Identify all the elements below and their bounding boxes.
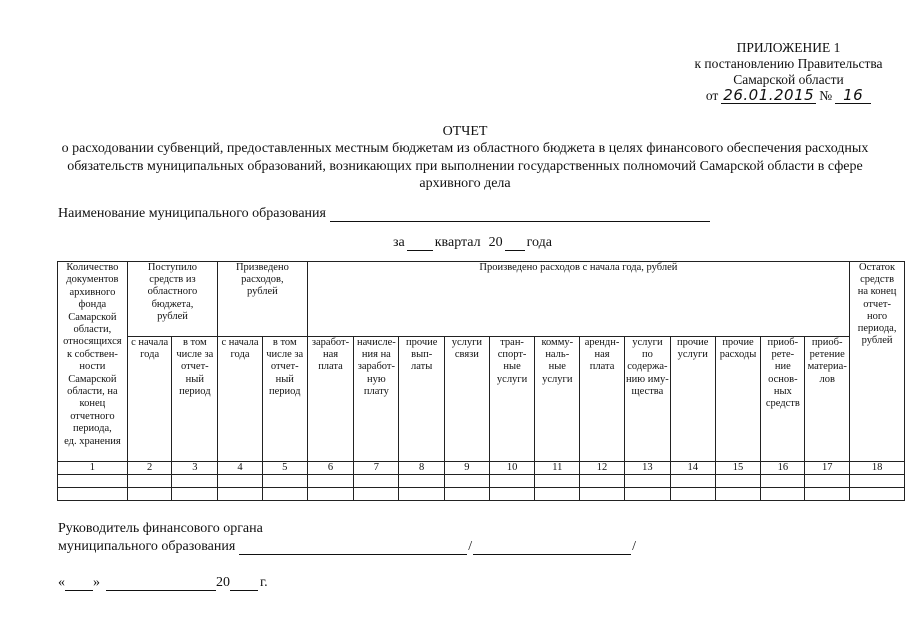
table-cell[interactable] <box>715 475 761 488</box>
column-numbers-row <box>58 462 905 475</box>
table-cell[interactable] <box>127 488 172 501</box>
header-spent: Призведено расходов, рублей <box>218 262 307 337</box>
appendix-block <box>676 40 901 104</box>
subheader-expense-11: комму- наль- ные услуги <box>535 337 580 462</box>
report-title: ОТЧЕТ <box>442 124 488 139</box>
table-cell[interactable] <box>172 475 218 488</box>
table-cell[interactable] <box>624 475 670 488</box>
municipality-label: Наименование муниципального образования <box>58 206 326 221</box>
table-cell[interactable] <box>399 488 445 501</box>
table-cell[interactable] <box>262 488 307 501</box>
table-cell[interactable] <box>670 475 715 488</box>
year-blank-field[interactable] <box>505 236 525 251</box>
slash-1: / <box>468 539 473 554</box>
report-subtitle: о расходовании субвенций, предоставленных местным бюджетам из областного бюджета в целях финансового обеспечения расходных обязательств муниципальных образований, возникающих при выполнении государственных полномочий Самарской области в сфере архивного дела <box>61 141 869 191</box>
table-cell[interactable] <box>307 488 354 501</box>
period-year-prefix: 20 <box>488 235 503 250</box>
table-row <box>58 475 905 488</box>
subheader-in-period-spent: в том числе за отчет- ный период <box>262 337 307 462</box>
column-number-cell: 11 <box>535 462 580 475</box>
table-cell[interactable] <box>580 475 625 488</box>
subheader-expense-14: прочие услуги <box>670 337 715 462</box>
subheader-expense-6: заработ- ная плата <box>307 337 354 462</box>
table-cell[interactable] <box>535 475 580 488</box>
date-year-prefix: 20 <box>216 575 230 590</box>
table-cell[interactable] <box>850 488 905 501</box>
column-number-cell: 16 <box>761 462 805 475</box>
footer-date-line <box>58 575 268 591</box>
subheader-expense-16: приоб- рете- ние основ- ных средств <box>761 337 805 462</box>
footer-head-line <box>58 539 637 555</box>
subheader-expense-7: начисле- ния на заработ- ную плату <box>354 337 399 462</box>
table-cell[interactable] <box>805 475 850 488</box>
name-blank-field[interactable] <box>473 540 631 555</box>
appendix-region-line: Самарской области <box>733 72 844 87</box>
table-cell[interactable] <box>805 488 850 501</box>
period-za: за <box>393 235 405 250</box>
subheader-expense-13: услуги по содержа- нию иму- щества <box>624 337 670 462</box>
subheader-expense-9: услуги связи <box>445 337 490 462</box>
table-cell[interactable] <box>172 488 218 501</box>
table-cell[interactable] <box>850 475 905 488</box>
table-cell[interactable] <box>715 488 761 501</box>
header-remainder: Остаток средств на конец отчет- ного периода, рублей <box>850 262 905 462</box>
table-cell[interactable] <box>354 475 399 488</box>
column-number-cell: 10 <box>489 462 535 475</box>
table-cell[interactable] <box>761 475 805 488</box>
subheader-expense-10: тран- спорт- ные услуги <box>489 337 535 462</box>
table-cell[interactable] <box>307 475 354 488</box>
table-cell[interactable] <box>489 488 535 501</box>
table-cell[interactable] <box>127 475 172 488</box>
column-number-cell: 6 <box>307 462 354 475</box>
appendix-title: ПРИЛОЖЕНИЕ 1 <box>736 40 841 55</box>
table-cell[interactable] <box>58 475 128 488</box>
column-number-cell: 14 <box>670 462 715 475</box>
table-row <box>58 488 905 501</box>
date-open-quote: « <box>58 575 65 590</box>
footer-head-label-2: муниципального образования <box>58 539 236 554</box>
handwritten-date: 26.01.2015 <box>723 86 815 104</box>
handwritten-number: 16 <box>835 88 871 104</box>
subheader-since-start-received: с начала года <box>127 337 172 462</box>
report-table <box>57 261 905 501</box>
subheader-expense-12: арендн- ная плата <box>580 337 625 462</box>
subheader-expense-17: приоб- ретение материа- лов <box>805 337 850 462</box>
period-line <box>393 235 552 251</box>
municipality-line <box>58 206 710 222</box>
table-cell[interactable] <box>218 488 263 501</box>
date-suffix: г. <box>260 575 268 590</box>
footer-head-label-1: Руководитель финансового органа <box>58 521 263 536</box>
header-received: Поступило средств из областного бюджета, рублей <box>127 262 217 337</box>
table-cell[interactable] <box>399 475 445 488</box>
period-quarter-word: квартал <box>434 235 481 250</box>
table-cell[interactable] <box>761 488 805 501</box>
subheader-in-period-received: в том числе за отчет- ный период <box>172 337 218 462</box>
table-cell[interactable] <box>58 488 128 501</box>
table-cell[interactable] <box>445 475 490 488</box>
column-number-cell: 2 <box>127 462 172 475</box>
column-number-cell: 9 <box>445 462 490 475</box>
slash-2: / <box>632 539 637 554</box>
table-cell[interactable] <box>670 488 715 501</box>
header-documents-count: Количество документов архивного фонда Самарской области, относящихся к собствен- ности Самарской области, на конец отчетного периода, ед. хранения <box>58 262 128 462</box>
column-number-cell: 3 <box>172 462 218 475</box>
column-number-cell: 18 <box>850 462 905 475</box>
table-cell[interactable] <box>445 488 490 501</box>
appendix-date-line <box>676 88 901 104</box>
table-cell[interactable] <box>262 475 307 488</box>
column-number-cell: 17 <box>805 462 850 475</box>
day-blank-field[interactable] <box>65 576 93 591</box>
subheader-expense-15: прочие расходы <box>715 337 761 462</box>
table-cell[interactable] <box>624 488 670 501</box>
table-cell[interactable] <box>218 475 263 488</box>
column-number-cell: 5 <box>262 462 307 475</box>
column-number-cell: 13 <box>624 462 670 475</box>
period-year-word: года <box>526 235 552 250</box>
appendix-resolution-line: к постановлению Правительства <box>694 56 883 71</box>
number-prefix: № <box>819 88 833 103</box>
month-blank-field[interactable] <box>106 576 216 591</box>
column-number-cell: 15 <box>715 462 761 475</box>
year-short-blank-field[interactable] <box>230 576 258 591</box>
table-cell[interactable] <box>580 488 625 501</box>
column-number-cell: 12 <box>580 462 625 475</box>
table-cell[interactable] <box>354 488 399 501</box>
column-number-cell: 4 <box>218 462 263 475</box>
table-cell[interactable] <box>535 488 580 501</box>
date-prefix: от <box>705 88 719 103</box>
column-number-cell: 7 <box>354 462 399 475</box>
column-number-cell: 1 <box>58 462 128 475</box>
signature-blank-field[interactable] <box>239 540 467 555</box>
subheader-since-start-spent: с начала года <box>218 337 263 462</box>
table-cell[interactable] <box>489 475 535 488</box>
municipality-blank-field[interactable] <box>330 207 710 222</box>
header-produced: Произведено расходов с начала года, рублей <box>307 262 850 337</box>
quarter-blank-field[interactable] <box>407 236 433 251</box>
subheader-expense-8: прочие вып- латы <box>399 337 445 462</box>
column-number-cell: 8 <box>399 462 445 475</box>
date-close-quote: » <box>93 575 100 590</box>
